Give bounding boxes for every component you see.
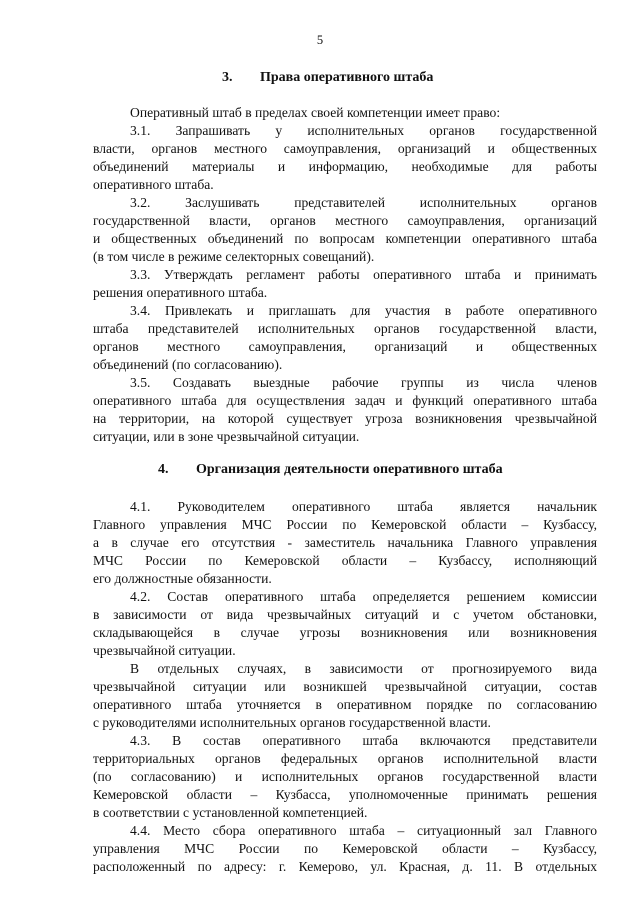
s3-line-1: 3.1. Запрашивать у исполнительных органов государственной [130, 123, 597, 138]
s3-line-16: оперативного штаба для осуществления задач и функций оперативного штаба [93, 393, 597, 408]
s3-line-4: оперативного штаба. [93, 177, 214, 192]
section-4-number: 4. [158, 462, 169, 477]
s4-line-19: управления МЧС России по Кемеровской области – Кузбассу, [93, 841, 597, 856]
s3-line-9: 3.3. Утверждать регламент работы оперативного штаба и принимать [130, 267, 597, 282]
s4-line-6: в зависимости от вида чрезвычайных ситуаций и с учетом обстановки, [93, 607, 597, 622]
s4-line-0: 4.1. Руководителем оперативного штаба является начальник [130, 499, 597, 514]
s3-line-8: (в том числе в режиме селекторных совещаний). [93, 249, 375, 264]
s3-line-10: решения оперативного штаба. [93, 285, 268, 300]
s3-line-13: органов местного самоуправления, организаций и общественных [93, 339, 597, 354]
section-3-title: Права оперативного штаба [260, 70, 434, 85]
s3-line-7: и общественных объединений по вопросам компетенции оперативного штаба [93, 231, 597, 246]
section-3-number: 3. [222, 70, 233, 85]
s4-line-11: оперативного штаба уточняется в оперативном порядке по согласованию [93, 697, 597, 712]
s3-line-6: государственной власти, органов местного самоуправления, организаций [93, 213, 597, 228]
s4-line-7: складывающейся в случае угрозы возникновения или возникновения [93, 625, 597, 640]
s3-line-5: 3.2. Заслушивать представителей исполнительных органов [130, 195, 597, 210]
s4-line-13: 4.3. В состав оперативного штаба включаются представители [130, 733, 597, 748]
s3-line-17: на территории, на которой существует угроза возникновения чрезвычайной [93, 411, 597, 426]
s4-line-12: с руководителями исполнительных органов государственной власти. [93, 715, 491, 730]
s3-line-18: ситуации, или в зоне чрезвычайной ситуации. [93, 429, 360, 444]
s4-line-14: территориальных органов федеральных органов исполнительной власти [93, 751, 597, 766]
s4-line-2: а в случае его отсутствия - заместитель начальника Главного управления [93, 535, 597, 550]
s4-line-3: МЧС России по Кемеровской области – Кузбассу, исполняющий [93, 553, 597, 568]
s4-line-8: чрезвычайной ситуации. [93, 643, 236, 658]
s4-line-17: в соответствии с установленной компетенцией. [93, 805, 368, 820]
s4-line-1: Главного управления МЧС России по Кемеровской области – Кузбассу, [93, 517, 597, 532]
s4-line-16: Кемеровской области – Кузбасса, уполномоченные принимать решения [93, 787, 597, 802]
s4-line-5: 4.2. Состав оперативного штаба определяется решением комиссии [130, 589, 597, 604]
s4-line-18: 4.4. Место сбора оперативного штаба – ситуационный зал Главного [130, 823, 597, 838]
page-number: 5 [316, 33, 324, 47]
s3-line-0: Оперативный штаб в пределах своей компетенции имеет право: [130, 105, 501, 120]
s3-line-14: объединений (по согласованию). [93, 357, 283, 372]
s4-line-15: (по согласованию) и исполнительных органов государственной власти [93, 769, 597, 784]
s3-line-12: штаба представителей исполнительных органов государственной власти, [93, 321, 597, 336]
s4-line-4: его должностные обязанности. [93, 571, 272, 586]
section-4-title: Организация деятельности оперативного штаба [196, 462, 503, 477]
s3-line-2: власти, органов местного самоуправления, организаций и общественных [93, 141, 597, 156]
s4-line-10: чрезвычайной ситуации или возникшей чрезвычайной ситуации, состав [93, 679, 597, 694]
s4-line-9: В отдельных случаях, в зависимости от прогнозируемого вида [130, 661, 597, 676]
s3-line-11: 3.4. Привлекать и приглашать для участия в работе оперативного [130, 303, 597, 318]
s3-line-3: объединений материалы и информацию, необходимые для работы [93, 159, 597, 174]
s3-line-15: 3.5. Создавать выездные рабочие группы из числа членов [130, 375, 597, 390]
section-3-heading [222, 70, 433, 86]
s4-line-20: расположенный по адресу: г. Кемерово, ул. Красная, д. 11. В отдельных [93, 859, 597, 874]
section-4-heading [158, 462, 503, 478]
